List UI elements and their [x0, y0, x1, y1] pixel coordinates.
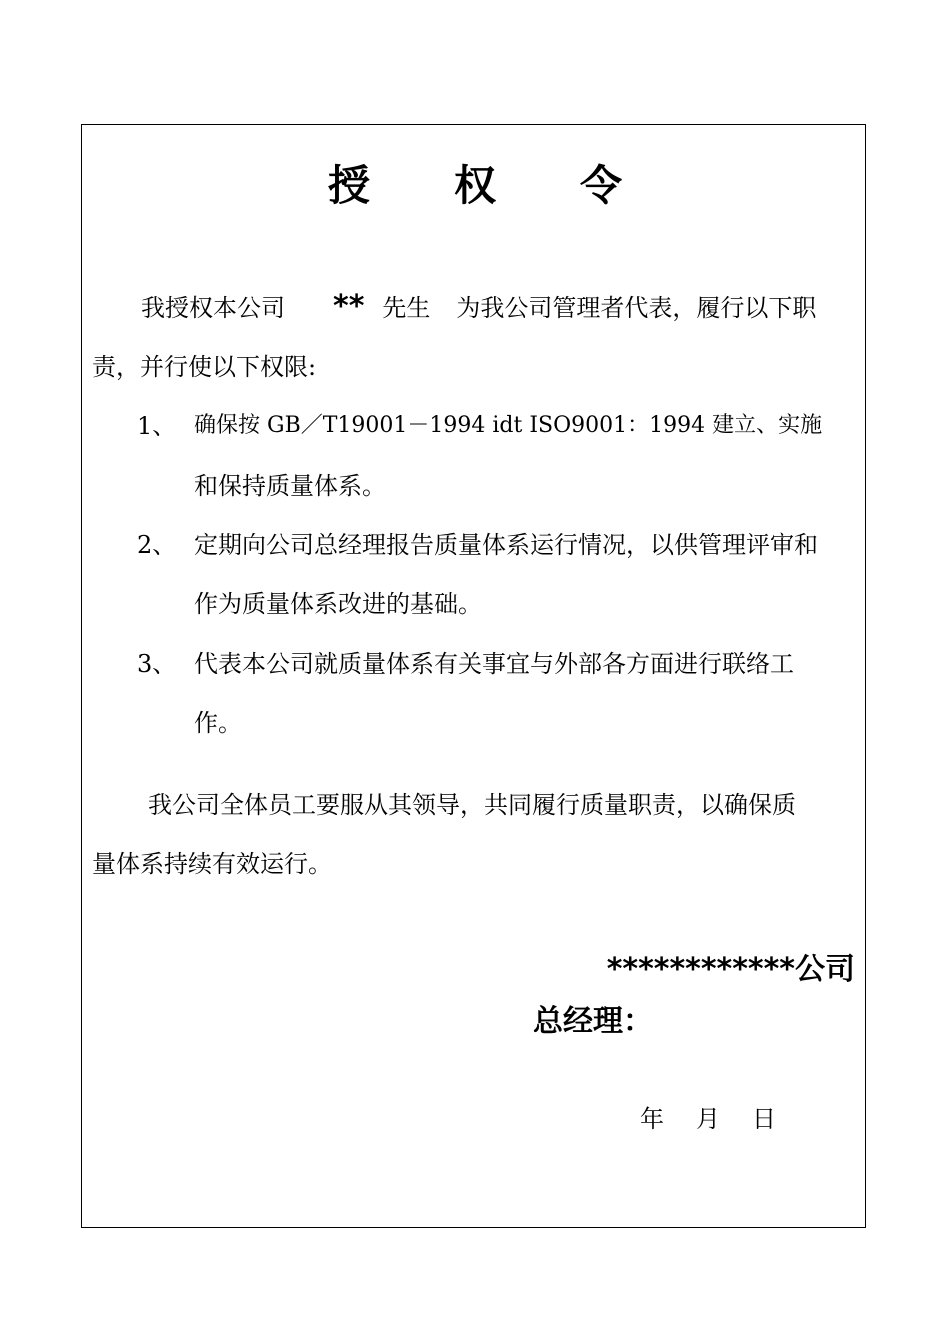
- signature-date: [640, 1102, 776, 1136]
- duty-2-number: 2、: [137, 531, 177, 559]
- duty-1-line-2: 和保持质量体系。: [194, 472, 386, 500]
- closing-line-1: 我公司全体员工要服从其领导，共同履行质量职责，以确保质: [148, 791, 796, 819]
- title-char-2: 权: [453, 161, 496, 210]
- closing-line-2: 量体系持续有效运行。: [92, 850, 332, 878]
- company-signature: ************公司: [606, 952, 855, 987]
- title-char-1: 授: [327, 161, 370, 210]
- intro-prefix: 我授权本公司: [141, 294, 285, 322]
- duty-3-number: 3、: [137, 650, 177, 678]
- intro-suffix-a: 先生: [382, 294, 431, 322]
- duty-3-line-1: 代表本公司就质量体系有关事宜与外部各方面进行联络工: [194, 650, 794, 678]
- intro-line-1: [141, 290, 816, 325]
- date-month-label: 月: [696, 1105, 720, 1133]
- representative-name: **: [333, 289, 365, 324]
- document-title: [0, 160, 950, 212]
- duty-1-number: 1、: [137, 412, 177, 440]
- manager-label: 总经理：: [533, 1004, 653, 1039]
- duty-3-line-2: 作。: [194, 709, 242, 737]
- duty-2-line-2: 作为质量体系改进的基础。: [194, 590, 482, 618]
- duty-1-line-1: 确保按 GB／T19001－1994 idt ISO9001：1994 建立、实施: [194, 413, 823, 438]
- date-day-label: 日: [752, 1105, 776, 1133]
- intro-line-2: 责，并行使以下权限:: [92, 353, 317, 381]
- intro-suffix-b: 为我公司管理者代表，履行以下职: [456, 294, 817, 322]
- title-char-3: 令: [579, 161, 622, 210]
- date-year-label: 年: [640, 1105, 664, 1133]
- duty-2-line-1: 定期向公司总经理报告质量体系运行情况，以供管理评审和: [194, 531, 818, 559]
